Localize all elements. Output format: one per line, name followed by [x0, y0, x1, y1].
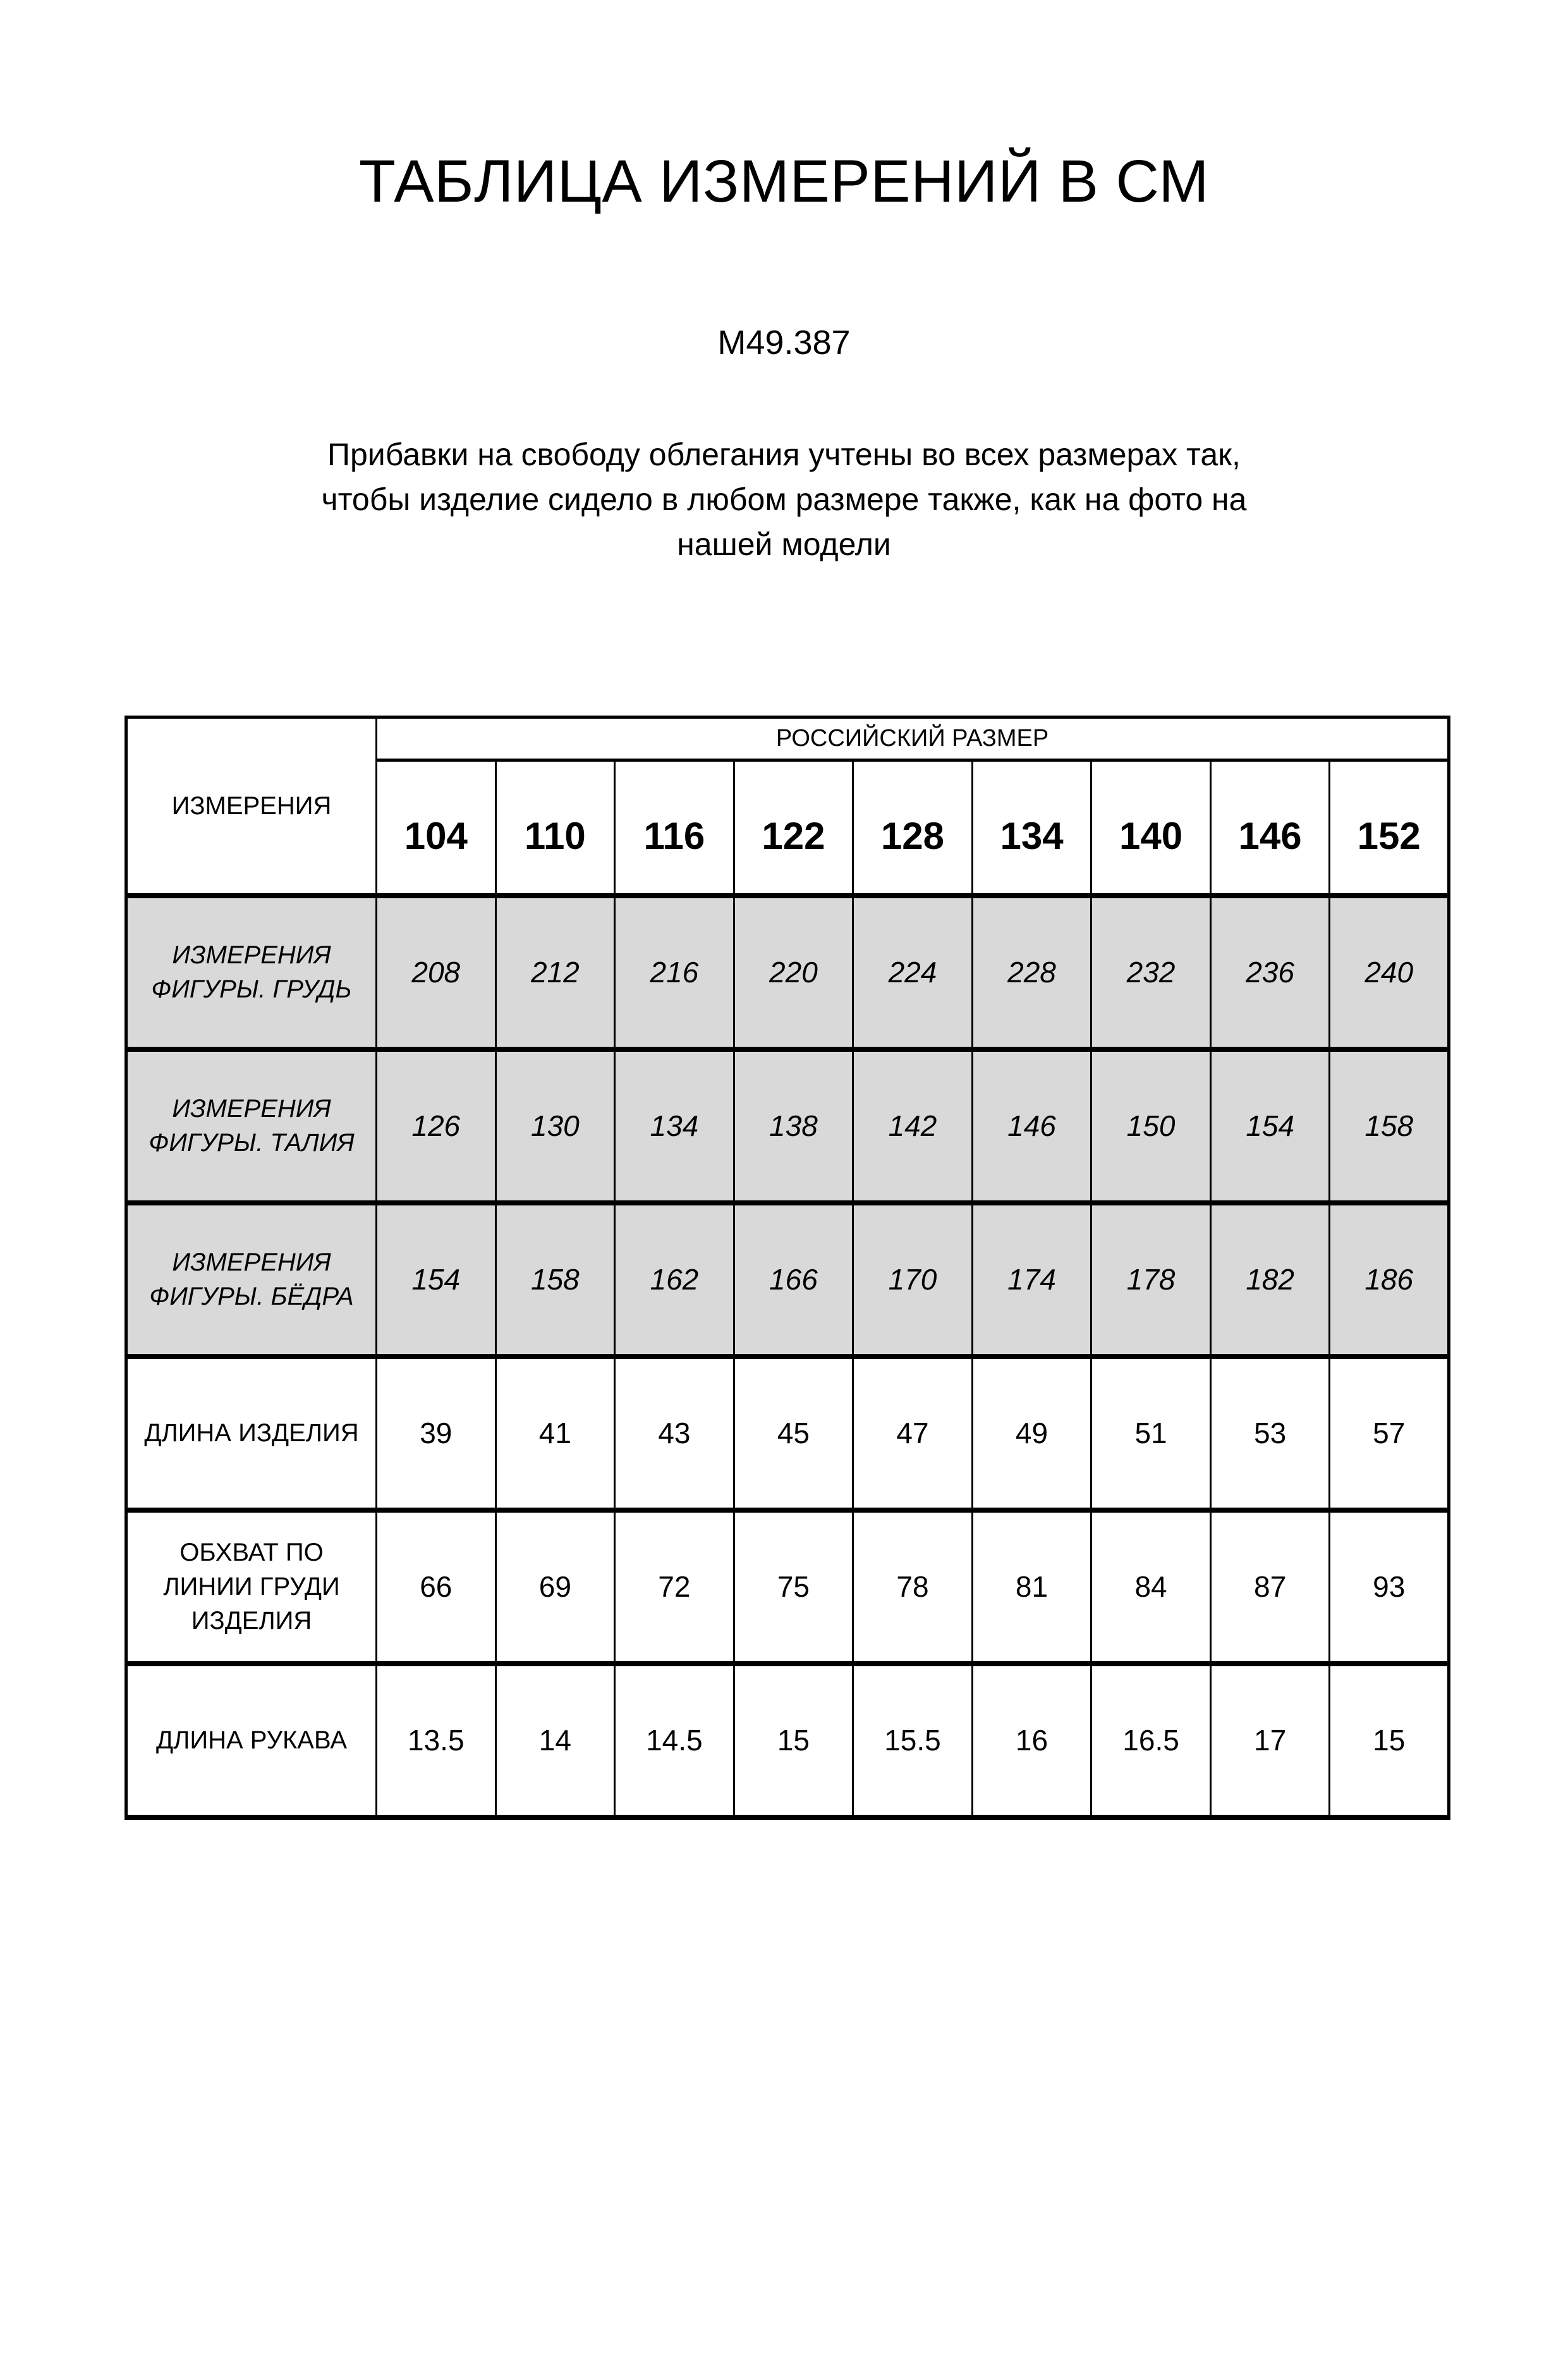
- row-label-cell: ИЗМЕРЕНИЯ ФИГУРЫ. ТАЛИЯ: [126, 1049, 377, 1203]
- value-cell: 174: [972, 1203, 1091, 1357]
- value-cell: 93: [1330, 1510, 1449, 1664]
- value-cell: 45: [734, 1357, 853, 1510]
- table-row: [126, 1664, 1449, 1817]
- value-cell: 39: [377, 1357, 496, 1510]
- fit-note: [0, 432, 1568, 567]
- value-cell: 15: [1330, 1664, 1449, 1817]
- table-header-row: [126, 717, 1449, 760]
- table-row: [126, 1203, 1449, 1357]
- value-cell: 170: [853, 1203, 973, 1357]
- size-column-header: 116: [615, 760, 734, 896]
- value-cell: 43: [615, 1357, 734, 1510]
- value-cell: 126: [377, 1049, 496, 1203]
- value-cell: 49: [972, 1357, 1091, 1510]
- size-table-body: [126, 717, 1449, 1817]
- value-cell: 14.5: [615, 1664, 734, 1817]
- value-cell: 154: [377, 1203, 496, 1357]
- fit-note-line: Прибавки на свободу облегания учтены во всех размерах так,: [327, 437, 1241, 473]
- value-cell: 81: [972, 1510, 1091, 1664]
- value-cell: 186: [1330, 1203, 1449, 1357]
- value-cell: 16.5: [1091, 1664, 1211, 1817]
- size-column-header: 152: [1330, 760, 1449, 896]
- table-row: [126, 1510, 1449, 1664]
- table-row: [126, 896, 1449, 1049]
- value-cell: 47: [853, 1357, 973, 1510]
- russian-size-header-cell: РОССИЙСКИЙ РАЗМЕР: [377, 717, 1449, 760]
- value-cell: 16: [972, 1664, 1091, 1817]
- value-cell: 14: [495, 1664, 615, 1817]
- model-number: М49.387: [717, 323, 851, 362]
- fit-note-line: нашей модели: [677, 527, 891, 563]
- value-cell: 87: [1210, 1510, 1330, 1664]
- value-cell: 69: [495, 1510, 615, 1664]
- value-cell: 57: [1330, 1357, 1449, 1510]
- table-row: [126, 1049, 1449, 1203]
- row-label-cell: ИЗМЕРЕНИЯ ФИГУРЫ. ГРУДЬ: [126, 896, 377, 1049]
- value-cell: 142: [853, 1049, 973, 1203]
- value-cell: 84: [1091, 1510, 1211, 1664]
- value-cell: 212: [495, 896, 615, 1049]
- value-cell: 232: [1091, 896, 1211, 1049]
- value-cell: 13.5: [377, 1664, 496, 1817]
- size-table: [125, 716, 1450, 1820]
- value-cell: 75: [734, 1510, 853, 1664]
- measurements-header-cell: ИЗМЕРЕНИЯ: [126, 717, 377, 896]
- value-cell: 178: [1091, 1203, 1211, 1357]
- size-column-header: 104: [377, 760, 496, 896]
- value-cell: 15: [734, 1664, 853, 1817]
- size-column-header: 146: [1210, 760, 1330, 896]
- value-cell: 182: [1210, 1203, 1330, 1357]
- value-cell: 66: [377, 1510, 496, 1664]
- size-column-header: 110: [495, 760, 615, 896]
- value-cell: 236: [1210, 896, 1330, 1049]
- page-title: ТАБЛИЦА ИЗМЕРЕНИЙ В СМ: [358, 148, 1210, 215]
- value-cell: 224: [853, 896, 973, 1049]
- value-cell: 208: [377, 896, 496, 1049]
- value-cell: 78: [853, 1510, 973, 1664]
- size-column-header: 134: [972, 760, 1091, 896]
- value-cell: 154: [1210, 1049, 1330, 1203]
- value-cell: 220: [734, 896, 853, 1049]
- value-cell: 134: [615, 1049, 734, 1203]
- value-cell: 162: [615, 1203, 734, 1357]
- size-column-header: 140: [1091, 760, 1211, 896]
- value-cell: 53: [1210, 1357, 1330, 1510]
- fit-note-line: чтобы изделие сидело в любом размере также, как на фото на: [321, 482, 1247, 518]
- value-cell: 72: [615, 1510, 734, 1664]
- size-column-header: 128: [853, 760, 973, 896]
- value-cell: 228: [972, 896, 1091, 1049]
- value-cell: 51: [1091, 1357, 1211, 1510]
- value-cell: 240: [1330, 896, 1449, 1049]
- value-cell: 130: [495, 1049, 615, 1203]
- value-cell: 138: [734, 1049, 853, 1203]
- value-cell: 146: [972, 1049, 1091, 1203]
- row-label-cell: ИЗМЕРЕНИЯ ФИГУРЫ. БЁДРА: [126, 1203, 377, 1357]
- row-label-cell: ОБХВАТ ПО ЛИНИИ ГРУДИ ИЗДЕЛИЯ: [126, 1510, 377, 1664]
- value-cell: 166: [734, 1203, 853, 1357]
- table-row: [126, 1357, 1449, 1510]
- value-cell: 15.5: [853, 1664, 973, 1817]
- value-cell: 158: [495, 1203, 615, 1357]
- value-cell: 41: [495, 1357, 615, 1510]
- value-cell: 17: [1210, 1664, 1330, 1817]
- row-label-cell: ДЛИНА ИЗДЕЛИЯ: [126, 1357, 377, 1510]
- value-cell: 158: [1330, 1049, 1449, 1203]
- value-cell: 216: [615, 896, 734, 1049]
- measurement-sheet: [0, 149, 1568, 1820]
- value-cell: 150: [1091, 1049, 1211, 1203]
- size-column-header: 122: [734, 760, 853, 896]
- row-label-cell: ДЛИНА РУКАВА: [126, 1664, 377, 1817]
